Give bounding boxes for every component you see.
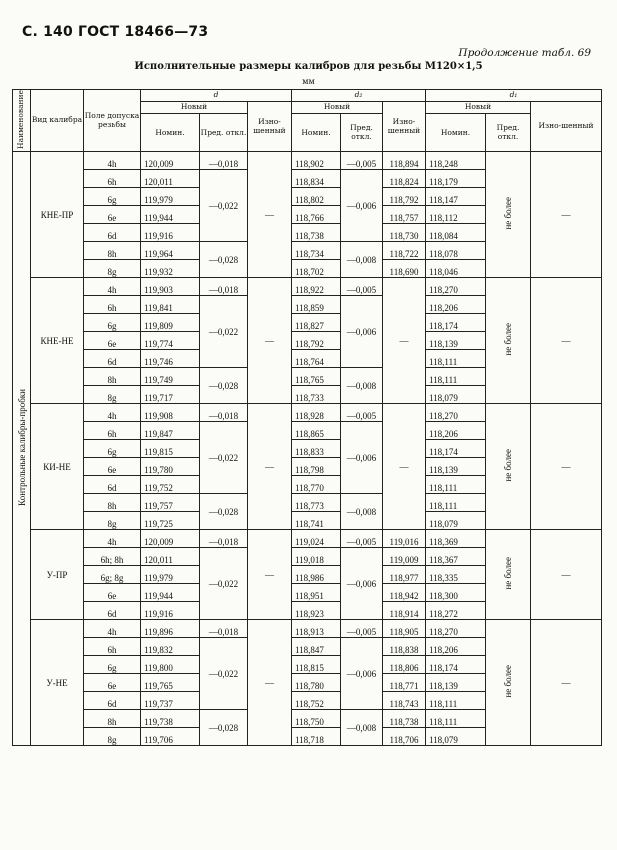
d-worn-cell: — <box>248 530 292 620</box>
d1-worn-cell: — <box>531 620 602 746</box>
d2-nominal-cell: 118,815 <box>292 656 341 674</box>
d-nominal-cell: 119,841 <box>141 296 200 314</box>
d2-nominal-cell: 118,923 <box>292 602 341 620</box>
d2-nominal-cell: 118,733 <box>292 386 341 404</box>
d2-nominal-cell: 118,802 <box>292 188 341 206</box>
d2-nominal-cell: 118,798 <box>292 458 341 476</box>
col-d-header: d <box>141 90 292 102</box>
d1-deviation-cell <box>486 620 531 746</box>
tolerance-cell: 6h <box>84 422 141 440</box>
d-worn-cell: — <box>248 620 292 746</box>
d1-nominal-cell: 118,248 <box>426 152 486 170</box>
d2-deviation-cell: —0,008 <box>341 494 383 530</box>
d2-worn-cell: 118,942 <box>383 584 426 602</box>
d1-deviation-cell <box>486 152 531 278</box>
table-row <box>13 152 602 170</box>
d-nominal-cell: 119,706 <box>141 728 200 746</box>
d-nominal-cell: 119,800 <box>141 656 200 674</box>
d2-worn-header: Изно-шенный <box>383 102 426 152</box>
tolerance-cell: 6g; 8g <box>84 566 141 584</box>
d1-worn-cell: — <box>531 152 602 278</box>
d2-nominal-cell: 118,764 <box>292 350 341 368</box>
d1-worn-header: Изно-шенный <box>531 102 602 152</box>
d2-worn-cell: 118,757 <box>383 206 426 224</box>
d-deviation-cell: —0,018 <box>200 278 248 296</box>
col-d2-header: d₂ <box>292 90 426 102</box>
d-nominal-cell: 119,780 <box>141 458 200 476</box>
d-nominal-cell: 119,752 <box>141 476 200 494</box>
d1-nominal-cell: 118,112 <box>426 206 486 224</box>
d1-worn-cell: — <box>531 404 602 530</box>
col-name-header: Наименование <box>13 90 31 152</box>
not-more-label: не более <box>503 665 513 698</box>
d-worn-cell: — <box>248 404 292 530</box>
d1-nom-header: Номин. <box>426 114 486 152</box>
d1-nominal-cell: 118,270 <box>426 278 486 296</box>
d-nominal-cell: 119,809 <box>141 314 200 332</box>
d-deviation-cell: —0,018 <box>200 152 248 170</box>
d1-nominal-cell: 118,206 <box>426 296 486 314</box>
table-title: Исполнительные размеры калибров для резьбы М120×1,5 <box>134 61 483 72</box>
d-nominal-cell: 119,908 <box>141 404 200 422</box>
d2-worn-cell: 118,977 <box>383 566 426 584</box>
d1-nominal-cell: 118,078 <box>426 242 486 260</box>
d1-nominal-cell: 118,335 <box>426 566 486 584</box>
d2-nominal-cell: 118,834 <box>292 170 341 188</box>
d1-nominal-cell: 118,046 <box>426 260 486 278</box>
d2-nominal-cell: 118,792 <box>292 332 341 350</box>
d-nominal-cell: 119,749 <box>141 368 200 386</box>
d1-nominal-cell: 118,147 <box>426 188 486 206</box>
d-nominal-cell: 119,944 <box>141 206 200 224</box>
d2-nominal-cell: 119,024 <box>292 530 341 548</box>
d1-nominal-cell: 118,174 <box>426 656 486 674</box>
d2-nominal-cell: 118,827 <box>292 314 341 332</box>
d1-deviation-cell <box>486 278 531 404</box>
d-deviation-cell: —0,028 <box>200 494 248 530</box>
tolerance-cell: 6h <box>84 638 141 656</box>
tolerance-cell: 6h <box>84 170 141 188</box>
tolerance-cell: 4h <box>84 404 141 422</box>
d2-worn-cell: 118,894 <box>383 152 426 170</box>
d2-worn-cell: 118,824 <box>383 170 426 188</box>
d1-nominal-cell: 118,179 <box>426 170 486 188</box>
d2-worn-cell: 118,743 <box>383 692 426 710</box>
d-nominal-cell: 119,738 <box>141 710 200 728</box>
d2-nominal-cell: 118,928 <box>292 404 341 422</box>
d-deviation-cell: —0,022 <box>200 170 248 242</box>
d-worn-cell: — <box>248 278 292 404</box>
d-deviation-cell: —0,018 <box>200 620 248 638</box>
tolerance-cell: 6g <box>84 314 141 332</box>
d2-worn-cell: 118,771 <box>383 674 426 692</box>
d2-worn-cell: 118,706 <box>383 728 426 746</box>
d-nominal-cell: 119,757 <box>141 494 200 512</box>
tolerance-cell: 6d <box>84 602 141 620</box>
d-worn-cell: — <box>248 152 292 278</box>
d-deviation-cell: —0,022 <box>200 548 248 620</box>
d-nom-header: Номин. <box>141 114 200 152</box>
d1-nominal-cell: 118,270 <box>426 404 486 422</box>
not-more-label: не более <box>503 557 513 590</box>
d2-deviation-cell: —0,005 <box>341 278 383 296</box>
d-deviation-cell: —0,022 <box>200 422 248 494</box>
d2-nominal-cell: 118,780 <box>292 674 341 692</box>
d-deviation-cell: —0,028 <box>200 710 248 746</box>
tolerance-cell: 6e <box>84 332 141 350</box>
d-deviation-cell: —0,022 <box>200 296 248 368</box>
d2-worn-cell: 118,905 <box>383 620 426 638</box>
tolerance-cell: 6e <box>84 458 141 476</box>
tolerance-cell: 8h <box>84 710 141 728</box>
table-body <box>13 152 602 746</box>
table-row <box>13 404 602 422</box>
tolerance-cell: 4h <box>84 530 141 548</box>
d1-dev-header: Пред. откл. <box>486 114 531 152</box>
d1-nominal-cell: 118,079 <box>426 386 486 404</box>
d1-nominal-cell: 118,111 <box>426 350 486 368</box>
d2-nominal-cell: 118,752 <box>292 692 341 710</box>
d-dev-header: Пред. откл. <box>200 114 248 152</box>
not-more-label: не более <box>503 449 513 482</box>
d2-nominal-cell: 118,859 <box>292 296 341 314</box>
tolerance-cell: 8h <box>84 494 141 512</box>
d-deviation-cell: —0,028 <box>200 242 248 278</box>
d1-nominal-cell: 118,174 <box>426 314 486 332</box>
d2-nominal-cell: 118,902 <box>292 152 341 170</box>
d2-worn-cell: 118,738 <box>383 710 426 728</box>
d-nominal-cell: 119,896 <box>141 620 200 638</box>
d1-nominal-cell: 118,079 <box>426 728 486 746</box>
d1-nominal-cell: 118,111 <box>426 494 486 512</box>
d-deviation-cell: —0,022 <box>200 638 248 710</box>
d-new-header: Новый <box>141 102 248 114</box>
d1-nominal-cell: 118,079 <box>426 512 486 530</box>
d-nominal-cell: 119,765 <box>141 674 200 692</box>
d-nominal-cell: 119,746 <box>141 350 200 368</box>
d-nominal-cell: 119,916 <box>141 224 200 242</box>
d2-nominal-cell: 118,738 <box>292 224 341 242</box>
d-nominal-cell: 119,832 <box>141 638 200 656</box>
d2-worn-cell: 118,914 <box>383 602 426 620</box>
d-nominal-cell: 119,903 <box>141 278 200 296</box>
d1-nominal-cell: 118,206 <box>426 638 486 656</box>
d1-deviation-cell <box>486 404 531 530</box>
tolerance-cell: 6e <box>84 206 141 224</box>
d-nominal-cell: 120,011 <box>141 170 200 188</box>
d2-nominal-cell: 118,986 <box>292 566 341 584</box>
d2-worn-cell: 118,806 <box>383 656 426 674</box>
dimensions-table <box>12 89 602 746</box>
table-row <box>13 620 602 638</box>
d2-nominal-cell: 119,018 <box>292 548 341 566</box>
d2-worn-cell: — <box>383 278 426 404</box>
d2-nominal-cell: 118,913 <box>292 620 341 638</box>
d1-nominal-cell: 118,174 <box>426 440 486 458</box>
table-row <box>13 278 602 296</box>
d-nominal-cell: 120,009 <box>141 152 200 170</box>
d2-worn-cell: 118,722 <box>383 242 426 260</box>
d2-deviation-cell: —0,008 <box>341 710 383 746</box>
d2-nominal-cell: 118,718 <box>292 728 341 746</box>
tolerance-cell: 6h; 8h <box>84 548 141 566</box>
d1-nominal-cell: 118,111 <box>426 710 486 728</box>
d1-nominal-cell: 118,111 <box>426 368 486 386</box>
d2-nominal-cell: 118,765 <box>292 368 341 386</box>
d-deviation-cell: —0,018 <box>200 530 248 548</box>
d-nominal-cell: 119,717 <box>141 386 200 404</box>
col-d1-header: d₁ <box>426 90 602 102</box>
gauge-type: У-ПР <box>31 530 84 620</box>
d2-worn-cell: 118,792 <box>383 188 426 206</box>
d2-worn-cell: 119,016 <box>383 530 426 548</box>
d1-nominal-cell: 118,206 <box>426 422 486 440</box>
continuation-note: Продолжение табл. 69 <box>458 47 591 59</box>
d1-nominal-cell: 118,084 <box>426 224 486 242</box>
d2-deviation-cell: —0,005 <box>341 404 383 422</box>
d2-nominal-cell: 118,773 <box>292 494 341 512</box>
tolerance-cell: 6g <box>84 440 141 458</box>
tolerance-cell: 4h <box>84 152 141 170</box>
d2-nominal-cell: 118,750 <box>292 710 341 728</box>
d-nominal-cell: 119,964 <box>141 242 200 260</box>
d2-worn-cell: 118,838 <box>383 638 426 656</box>
d2-nominal-cell: 118,770 <box>292 476 341 494</box>
not-more-label: не более <box>503 197 513 230</box>
d2-deviation-cell: —0,006 <box>341 296 383 368</box>
d2-deviation-cell: —0,008 <box>341 242 383 278</box>
d-nominal-cell: 119,774 <box>141 332 200 350</box>
group-label <box>13 152 31 746</box>
d1-deviation-cell <box>486 530 531 620</box>
d2-nominal-cell: 118,741 <box>292 512 341 530</box>
d2-worn-cell: 119,009 <box>383 548 426 566</box>
table-row <box>13 530 602 548</box>
tolerance-cell: 6g <box>84 188 141 206</box>
d2-nominal-cell: 118,766 <box>292 206 341 224</box>
tolerance-cell: 8g <box>84 260 141 278</box>
tolerance-cell: 6d <box>84 224 141 242</box>
d-nominal-cell: 119,916 <box>141 602 200 620</box>
d1-nominal-cell: 118,111 <box>426 692 486 710</box>
tolerance-cell: 6d <box>84 692 141 710</box>
gauge-type: КИ-НЕ <box>31 404 84 530</box>
d2-nominal-cell: 118,922 <box>292 278 341 296</box>
col-tolerance-header: Поле допуска резьбы <box>84 90 141 152</box>
d-nominal-cell: 119,932 <box>141 260 200 278</box>
not-more-label: не более <box>503 323 513 356</box>
d1-nominal-cell: 118,300 <box>426 584 486 602</box>
gauge-type: КНЕ-ПР <box>31 152 84 278</box>
d2-nominal-cell: 118,847 <box>292 638 341 656</box>
d-worn-header: Изно-шенный <box>248 102 292 152</box>
tolerance-cell: 6e <box>84 584 141 602</box>
d-nominal-cell: 119,847 <box>141 422 200 440</box>
gauge-type: У-НЕ <box>31 620 84 746</box>
d-nominal-cell: 120,011 <box>141 548 200 566</box>
d-nominal-cell: 120,009 <box>141 530 200 548</box>
d2-nominal-cell: 118,951 <box>292 584 341 602</box>
d2-deviation-cell: —0,006 <box>341 548 383 620</box>
d2-deviation-cell: —0,006 <box>341 422 383 494</box>
d-nominal-cell: 119,815 <box>141 440 200 458</box>
d-nominal-cell: 119,725 <box>141 512 200 530</box>
d2-deviation-cell: —0,005 <box>341 152 383 170</box>
d1-new-header: Новый <box>426 102 531 114</box>
d2-nominal-cell: 118,734 <box>292 242 341 260</box>
d2-nominal-cell: 118,833 <box>292 440 341 458</box>
d-nominal-cell: 119,979 <box>141 188 200 206</box>
d1-nominal-cell: 118,272 <box>426 602 486 620</box>
unit-label: мм <box>302 77 315 86</box>
d-nominal-cell: 119,737 <box>141 692 200 710</box>
tolerance-cell: 6d <box>84 476 141 494</box>
d2-dev-header: Пред. откл. <box>341 114 383 152</box>
d1-nominal-cell: 118,111 <box>426 476 486 494</box>
d-deviation-cell: —0,018 <box>200 404 248 422</box>
d-nominal-cell: 119,979 <box>141 566 200 584</box>
d1-nominal-cell: 118,367 <box>426 548 486 566</box>
tolerance-cell: 4h <box>84 620 141 638</box>
d2-deviation-cell: —0,006 <box>341 170 383 242</box>
page-reference: С. 140 ГОСТ 18466—73 <box>22 24 209 40</box>
tolerance-cell: 6g <box>84 656 141 674</box>
col-type-header: Вид калибра <box>31 90 84 152</box>
group-label-text: Контрольные калибры-пробки <box>16 389 27 507</box>
tolerance-cell: 4h <box>84 278 141 296</box>
d1-nominal-cell: 118,139 <box>426 332 486 350</box>
tolerance-cell: 8g <box>84 728 141 746</box>
d-nominal-cell: 119,944 <box>141 584 200 602</box>
tolerance-cell: 6e <box>84 674 141 692</box>
tolerance-cell: 8g <box>84 386 141 404</box>
d2-deviation-cell: —0,008 <box>341 368 383 404</box>
d2-worn-cell: — <box>383 404 426 530</box>
d-deviation-cell: —0,028 <box>200 368 248 404</box>
gauge-type: КНЕ-НЕ <box>31 278 84 404</box>
d1-worn-cell: — <box>531 278 602 404</box>
tolerance-cell: 8g <box>84 512 141 530</box>
d2-deviation-cell: —0,005 <box>341 620 383 638</box>
tolerance-cell: 8h <box>84 368 141 386</box>
d1-nominal-cell: 118,369 <box>426 530 486 548</box>
d1-nominal-cell: 118,270 <box>426 620 486 638</box>
d2-nom-header: Номин. <box>292 114 341 152</box>
d2-nominal-cell: 118,702 <box>292 260 341 278</box>
d1-nominal-cell: 118,139 <box>426 458 486 476</box>
d1-worn-cell: — <box>531 530 602 620</box>
d2-worn-cell: 118,690 <box>383 260 426 278</box>
tolerance-cell: 6d <box>84 350 141 368</box>
tolerance-cell: 8h <box>84 242 141 260</box>
d2-deviation-cell: —0,006 <box>341 638 383 710</box>
tolerance-cell: 6h <box>84 296 141 314</box>
d1-nominal-cell: 118,139 <box>426 674 486 692</box>
d2-nominal-cell: 118,865 <box>292 422 341 440</box>
d2-worn-cell: 118,730 <box>383 224 426 242</box>
d2-new-header: Новый <box>292 102 383 114</box>
d2-deviation-cell: —0,005 <box>341 530 383 548</box>
